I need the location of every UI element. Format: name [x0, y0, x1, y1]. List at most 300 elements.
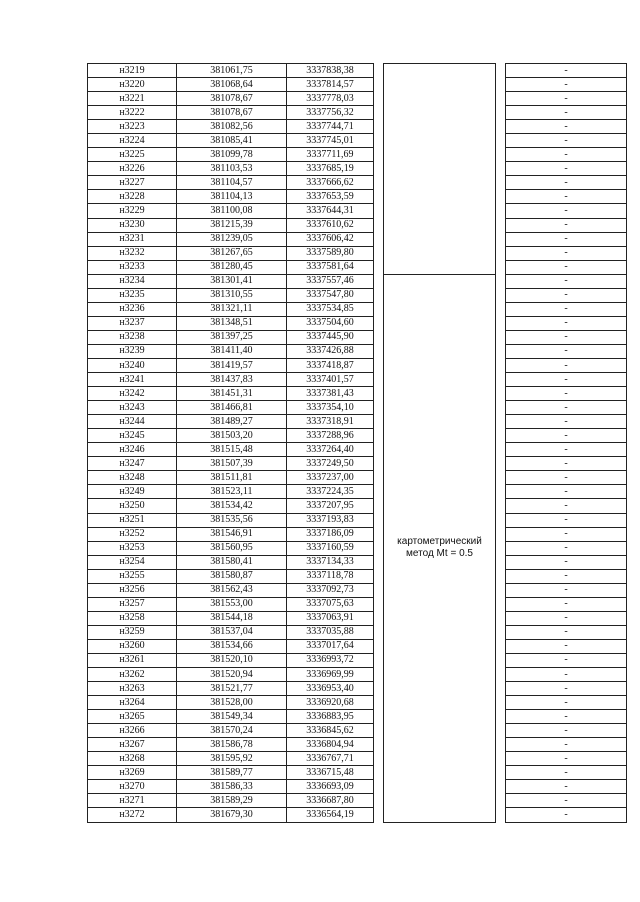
column-gap	[496, 176, 506, 190]
x-coordinate-cell: 381562,43	[177, 583, 287, 597]
point-id-cell: н3266	[88, 724, 177, 738]
y-coordinate-cell: 3337134,33	[287, 555, 374, 569]
column-gap	[496, 710, 506, 724]
x-coordinate-cell: 381580,87	[177, 569, 287, 583]
column-gap	[374, 246, 384, 260]
x-coordinate-cell: 381085,41	[177, 134, 287, 148]
x-coordinate-cell: 381411,40	[177, 344, 287, 358]
x-coordinate-cell: 381348,51	[177, 316, 287, 330]
y-coordinate-cell: 3337426,88	[287, 344, 374, 358]
column-gap	[374, 176, 384, 190]
table-row	[88, 696, 627, 710]
column-gap	[496, 499, 506, 513]
point-id-cell: н3243	[88, 401, 177, 415]
column-gap	[374, 330, 384, 344]
note-cell: -	[506, 120, 627, 134]
table-row	[88, 555, 627, 569]
column-gap	[374, 555, 384, 569]
y-coordinate-cell: 3337644,31	[287, 204, 374, 218]
x-coordinate-cell: 381310,55	[177, 288, 287, 302]
y-coordinate-cell: 3337814,57	[287, 78, 374, 92]
column-gap	[496, 134, 506, 148]
x-coordinate-cell: 381489,27	[177, 415, 287, 429]
y-coordinate-cell: 3336804,94	[287, 738, 374, 752]
column-gap	[374, 766, 384, 780]
note-cell: -	[506, 738, 627, 752]
x-coordinate-cell: 381239,05	[177, 232, 287, 246]
note-cell: -	[506, 752, 627, 766]
column-gap	[374, 190, 384, 204]
point-id-cell: н3267	[88, 738, 177, 752]
y-coordinate-cell: 3337249,50	[287, 457, 374, 471]
x-coordinate-cell: 381528,00	[177, 696, 287, 710]
note-cell: -	[506, 527, 627, 541]
point-id-cell: н3257	[88, 597, 177, 611]
note-cell: -	[506, 457, 627, 471]
table-row	[88, 330, 627, 344]
x-coordinate-cell: 381546,91	[177, 527, 287, 541]
note-cell: -	[506, 555, 627, 569]
x-coordinate-cell: 381503,20	[177, 429, 287, 443]
column-gap	[374, 738, 384, 752]
table-row	[88, 204, 627, 218]
table-row	[88, 443, 627, 457]
note-cell: -	[506, 218, 627, 232]
y-coordinate-cell: 3337666,62	[287, 176, 374, 190]
point-id-cell: н3258	[88, 611, 177, 625]
y-coordinate-cell: 3337653,59	[287, 190, 374, 204]
x-coordinate-cell: 381595,92	[177, 752, 287, 766]
x-coordinate-cell: 381451,31	[177, 387, 287, 401]
point-id-cell: н3245	[88, 429, 177, 443]
y-coordinate-cell: 3337581,64	[287, 260, 374, 274]
column-gap	[496, 218, 506, 232]
column-gap	[496, 752, 506, 766]
table-row	[88, 583, 627, 597]
y-coordinate-cell: 3337288,96	[287, 429, 374, 443]
table-row	[88, 120, 627, 134]
note-cell: -	[506, 513, 627, 527]
note-cell: -	[506, 668, 627, 682]
y-coordinate-cell: 3337264,40	[287, 443, 374, 457]
table-row	[88, 625, 627, 639]
point-id-cell: н3271	[88, 794, 177, 808]
x-coordinate-cell: 381549,34	[177, 710, 287, 724]
point-id-cell: н3253	[88, 541, 177, 555]
table-row	[88, 260, 627, 274]
column-gap	[496, 471, 506, 485]
point-id-cell: н3256	[88, 583, 177, 597]
note-cell: -	[506, 232, 627, 246]
y-coordinate-cell: 3336883,95	[287, 710, 374, 724]
column-gap	[374, 106, 384, 120]
column-gap	[374, 120, 384, 134]
column-gap	[496, 485, 506, 499]
column-gap	[374, 218, 384, 232]
x-coordinate-cell: 381586,33	[177, 780, 287, 794]
y-coordinate-cell: 3337418,87	[287, 358, 374, 372]
table-row	[88, 738, 627, 752]
table-row	[88, 794, 627, 808]
x-coordinate-cell: 381301,41	[177, 274, 287, 288]
note-cell: -	[506, 625, 627, 639]
point-id-cell: н3265	[88, 710, 177, 724]
x-coordinate-cell: 381534,42	[177, 499, 287, 513]
x-coordinate-cell: 381679,30	[177, 808, 287, 822]
column-gap	[496, 316, 506, 330]
point-id-cell: н3237	[88, 316, 177, 330]
column-gap	[374, 92, 384, 106]
column-gap	[496, 330, 506, 344]
point-id-cell: н3238	[88, 330, 177, 344]
column-gap	[496, 569, 506, 583]
column-gap	[374, 302, 384, 316]
x-coordinate-cell: 381068,64	[177, 78, 287, 92]
y-coordinate-cell: 3337838,38	[287, 64, 374, 78]
point-id-cell: н3263	[88, 682, 177, 696]
point-id-cell: н3235	[88, 288, 177, 302]
column-gap	[374, 373, 384, 387]
table-row	[88, 471, 627, 485]
note-cell: -	[506, 344, 627, 358]
table-row	[88, 780, 627, 794]
point-id-cell: н3220	[88, 78, 177, 92]
note-cell: -	[506, 387, 627, 401]
column-gap	[496, 162, 506, 176]
y-coordinate-cell: 3337160,59	[287, 541, 374, 555]
column-gap	[374, 457, 384, 471]
column-gap	[374, 724, 384, 738]
point-id-cell: н3249	[88, 485, 177, 499]
note-cell: -	[506, 162, 627, 176]
note-cell: -	[506, 274, 627, 288]
column-gap	[374, 625, 384, 639]
y-coordinate-cell: 3337381,43	[287, 387, 374, 401]
point-id-cell: н3239	[88, 344, 177, 358]
method-cell-empty	[384, 64, 496, 275]
table-row	[88, 569, 627, 583]
note-cell: -	[506, 358, 627, 372]
y-coordinate-cell: 3337118,78	[287, 569, 374, 583]
column-gap	[496, 555, 506, 569]
y-coordinate-cell: 3337193,83	[287, 513, 374, 527]
table-row	[88, 302, 627, 316]
note-cell: -	[506, 92, 627, 106]
column-gap	[374, 64, 384, 78]
column-gap	[374, 485, 384, 499]
point-id-cell: н3268	[88, 752, 177, 766]
y-coordinate-cell: 3337589,80	[287, 246, 374, 260]
x-coordinate-cell: 381580,41	[177, 555, 287, 569]
y-coordinate-cell: 3336993,72	[287, 653, 374, 667]
column-gap	[496, 274, 506, 288]
point-id-cell: н3241	[88, 373, 177, 387]
point-id-cell: н3252	[88, 527, 177, 541]
y-coordinate-cell: 3337017,64	[287, 639, 374, 653]
x-coordinate-cell: 381103,53	[177, 162, 287, 176]
column-gap	[374, 710, 384, 724]
point-id-cell: н3233	[88, 260, 177, 274]
x-coordinate-cell: 381082,56	[177, 120, 287, 134]
table-row	[88, 808, 627, 822]
point-id-cell: н3240	[88, 358, 177, 372]
point-id-cell: н3227	[88, 176, 177, 190]
note-cell: -	[506, 611, 627, 625]
column-gap	[374, 752, 384, 766]
column-gap	[374, 499, 384, 513]
note-cell: -	[506, 682, 627, 696]
column-gap	[496, 808, 506, 822]
note-cell: -	[506, 653, 627, 667]
column-gap	[374, 597, 384, 611]
table-row	[88, 429, 627, 443]
x-coordinate-cell: 381078,67	[177, 92, 287, 106]
column-gap	[374, 162, 384, 176]
y-coordinate-cell: 3337744,71	[287, 120, 374, 134]
x-coordinate-cell: 381520,94	[177, 668, 287, 682]
point-id-cell: н3228	[88, 190, 177, 204]
column-gap	[496, 639, 506, 653]
column-gap	[374, 696, 384, 710]
y-coordinate-cell: 3336715,48	[287, 766, 374, 780]
coordinates-table	[87, 63, 627, 823]
point-id-cell: н3248	[88, 471, 177, 485]
column-gap	[374, 541, 384, 555]
column-gap	[496, 541, 506, 555]
note-cell: -	[506, 415, 627, 429]
point-id-cell: н3259	[88, 625, 177, 639]
note-cell: -	[506, 176, 627, 190]
column-gap	[374, 611, 384, 625]
table-row	[88, 358, 627, 372]
column-gap	[374, 134, 384, 148]
note-cell: -	[506, 583, 627, 597]
column-gap	[496, 668, 506, 682]
column-gap	[496, 696, 506, 710]
column-gap	[374, 639, 384, 653]
y-coordinate-cell: 3336767,71	[287, 752, 374, 766]
column-gap	[496, 302, 506, 316]
x-coordinate-cell: 381321,11	[177, 302, 287, 316]
column-gap	[374, 583, 384, 597]
point-id-cell: н3234	[88, 274, 177, 288]
y-coordinate-cell: 3337207,95	[287, 499, 374, 513]
note-cell: -	[506, 485, 627, 499]
y-coordinate-cell: 3336953,40	[287, 682, 374, 696]
table-row	[88, 457, 627, 471]
coordinates-table-wrapper	[87, 63, 627, 823]
x-coordinate-cell: 381267,65	[177, 246, 287, 260]
table-row	[88, 499, 627, 513]
x-coordinate-cell: 381589,29	[177, 794, 287, 808]
x-coordinate-cell: 381570,24	[177, 724, 287, 738]
point-id-cell: н3251	[88, 513, 177, 527]
note-cell: -	[506, 204, 627, 218]
x-coordinate-cell: 381511,81	[177, 471, 287, 485]
x-coordinate-cell: 381586,78	[177, 738, 287, 752]
column-gap	[496, 246, 506, 260]
table-row	[88, 316, 627, 330]
note-cell: -	[506, 808, 627, 822]
column-gap	[496, 204, 506, 218]
column-gap	[374, 387, 384, 401]
table-row	[88, 611, 627, 625]
note-cell: -	[506, 471, 627, 485]
note-cell: -	[506, 246, 627, 260]
column-gap	[496, 401, 506, 415]
method-label: картометрический метод Mt = 0.5	[397, 536, 482, 560]
note-cell: -	[506, 696, 627, 710]
column-gap	[496, 625, 506, 639]
point-id-cell: н3242	[88, 387, 177, 401]
note-cell: -	[506, 429, 627, 443]
column-gap	[374, 513, 384, 527]
column-gap	[496, 724, 506, 738]
column-gap	[374, 471, 384, 485]
note-cell: -	[506, 443, 627, 457]
column-gap	[374, 204, 384, 218]
column-gap	[496, 373, 506, 387]
table-row	[88, 724, 627, 738]
table-row	[88, 190, 627, 204]
table-row	[88, 92, 627, 106]
point-id-cell: н3229	[88, 204, 177, 218]
x-coordinate-cell: 381100,08	[177, 204, 287, 218]
x-coordinate-cell: 381553,00	[177, 597, 287, 611]
note-cell: -	[506, 148, 627, 162]
column-gap	[496, 260, 506, 274]
y-coordinate-cell: 3337075,63	[287, 597, 374, 611]
point-id-cell: н3255	[88, 569, 177, 583]
y-coordinate-cell: 3337224,35	[287, 485, 374, 499]
note-cell: -	[506, 794, 627, 808]
table-row	[88, 541, 627, 555]
column-gap	[496, 766, 506, 780]
point-id-cell: н3250	[88, 499, 177, 513]
column-gap	[496, 443, 506, 457]
y-coordinate-cell: 3336564,19	[287, 808, 374, 822]
note-cell: -	[506, 302, 627, 316]
column-gap	[374, 358, 384, 372]
x-coordinate-cell: 381466,81	[177, 401, 287, 415]
note-cell: -	[506, 639, 627, 653]
table-row	[88, 274, 627, 288]
x-coordinate-cell: 381419,57	[177, 358, 287, 372]
x-coordinate-cell: 381078,67	[177, 106, 287, 120]
point-id-cell: н3260	[88, 639, 177, 653]
table-row	[88, 597, 627, 611]
point-id-cell: н3236	[88, 302, 177, 316]
column-gap	[496, 457, 506, 471]
column-gap	[496, 611, 506, 625]
point-id-cell: н3264	[88, 696, 177, 710]
x-coordinate-cell: 381507,39	[177, 457, 287, 471]
table-row	[88, 682, 627, 696]
column-gap	[496, 794, 506, 808]
y-coordinate-cell: 3337354,10	[287, 401, 374, 415]
x-coordinate-cell: 381104,57	[177, 176, 287, 190]
column-gap	[374, 653, 384, 667]
y-coordinate-cell: 3337685,19	[287, 162, 374, 176]
column-gap	[496, 358, 506, 372]
point-id-cell: н3269	[88, 766, 177, 780]
column-gap	[496, 738, 506, 752]
column-gap	[496, 148, 506, 162]
table-row	[88, 106, 627, 120]
y-coordinate-cell: 3337035,88	[287, 625, 374, 639]
column-gap	[496, 387, 506, 401]
table-row	[88, 668, 627, 682]
x-coordinate-cell: 381215,39	[177, 218, 287, 232]
point-id-cell: н3223	[88, 120, 177, 134]
x-coordinate-cell: 381544,18	[177, 611, 287, 625]
x-coordinate-cell: 381535,56	[177, 513, 287, 527]
column-gap	[496, 583, 506, 597]
point-id-cell: н3230	[88, 218, 177, 232]
table-row	[88, 246, 627, 260]
coordinates-table-body	[88, 64, 627, 823]
point-id-cell: н3272	[88, 808, 177, 822]
table-row	[88, 527, 627, 541]
point-id-cell: н3224	[88, 134, 177, 148]
column-gap	[496, 120, 506, 134]
x-coordinate-cell: 381537,04	[177, 625, 287, 639]
column-gap	[496, 429, 506, 443]
table-row	[88, 134, 627, 148]
point-id-cell: н3231	[88, 232, 177, 246]
column-gap	[374, 668, 384, 682]
table-row	[88, 710, 627, 724]
column-gap	[496, 527, 506, 541]
column-gap	[374, 569, 384, 583]
point-id-cell: н3247	[88, 457, 177, 471]
table-row	[88, 64, 627, 78]
x-coordinate-cell: 381437,83	[177, 373, 287, 387]
y-coordinate-cell: 3337445,90	[287, 330, 374, 344]
table-row	[88, 288, 627, 302]
column-gap	[496, 653, 506, 667]
point-id-cell: н3232	[88, 246, 177, 260]
column-gap	[374, 780, 384, 794]
note-cell: -	[506, 134, 627, 148]
point-id-cell: н3219	[88, 64, 177, 78]
y-coordinate-cell: 3337557,46	[287, 274, 374, 288]
table-row	[88, 766, 627, 780]
column-gap	[374, 316, 384, 330]
y-coordinate-cell: 3337610,62	[287, 218, 374, 232]
x-coordinate-cell: 381099,78	[177, 148, 287, 162]
x-coordinate-cell: 381515,48	[177, 443, 287, 457]
table-row	[88, 653, 627, 667]
x-coordinate-cell: 381560,95	[177, 541, 287, 555]
column-gap	[496, 682, 506, 696]
x-coordinate-cell: 381104,13	[177, 190, 287, 204]
y-coordinate-cell: 3336687,80	[287, 794, 374, 808]
y-coordinate-cell: 3337778,03	[287, 92, 374, 106]
y-coordinate-cell: 3337318,91	[287, 415, 374, 429]
point-id-cell: н3261	[88, 653, 177, 667]
point-id-cell: н3226	[88, 162, 177, 176]
point-id-cell: н3225	[88, 148, 177, 162]
point-id-cell: н3222	[88, 106, 177, 120]
y-coordinate-cell: 3337547,80	[287, 288, 374, 302]
table-row	[88, 373, 627, 387]
table-row	[88, 415, 627, 429]
column-gap	[496, 232, 506, 246]
note-cell: -	[506, 373, 627, 387]
point-id-cell: н3254	[88, 555, 177, 569]
column-gap	[374, 260, 384, 274]
